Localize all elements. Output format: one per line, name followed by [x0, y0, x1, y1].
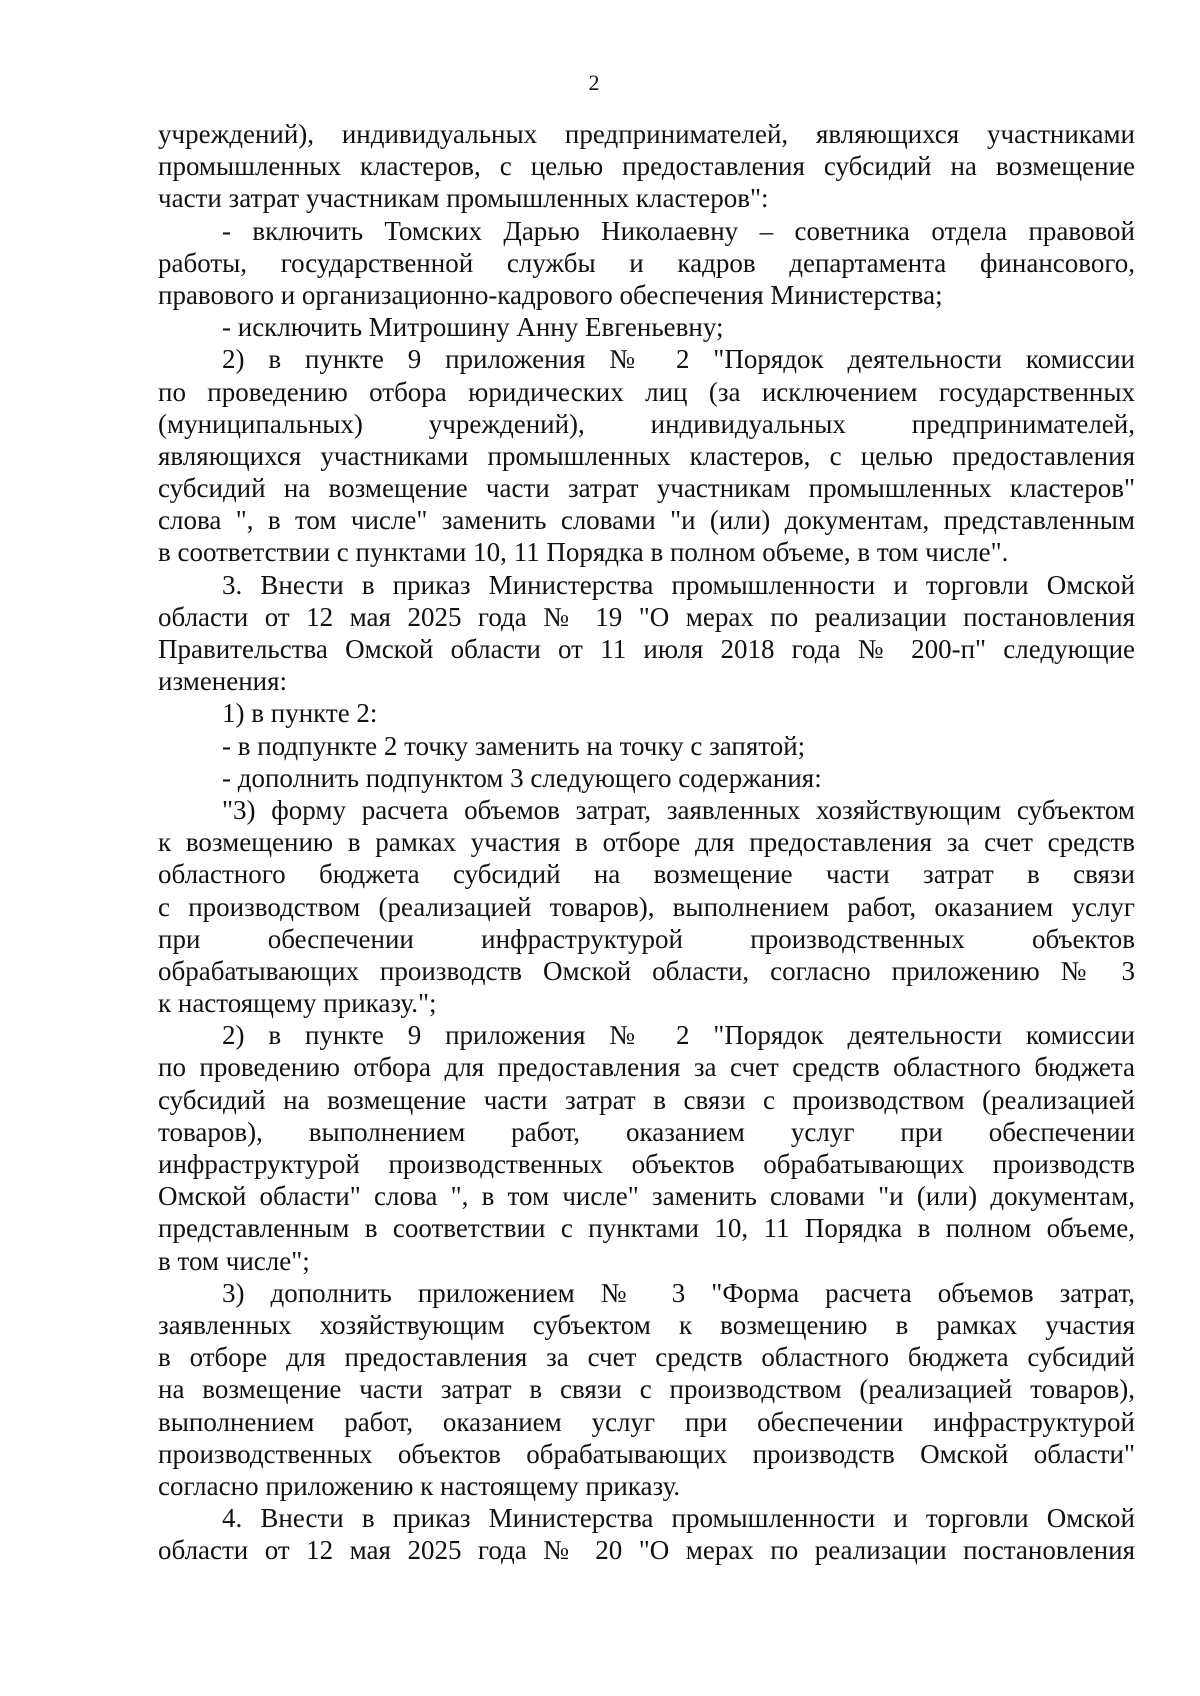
text-line: обрабатывающих производств Омской области, согласно приложению № 3 — [158, 955, 1135, 986]
text-line: части затрат участникам промышленных кластеров": — [158, 183, 769, 214]
text-line: по проведению отбора для предоставления за счет средств областного бюджета — [158, 1052, 1135, 1083]
text-line: на возмещение части затрат в связи с производством (реализацией товаров), — [158, 1374, 1135, 1405]
document-body — [158, 118, 1135, 1566]
text-line: 2) в пункте 9 приложения № 2 "Порядок деятельности комиссии — [222, 344, 1135, 375]
text-line: товаров), выполнением работ, оказанием услуг при обеспечении — [158, 1116, 1135, 1147]
text-line: с производством (реализацией товаров), выполнением работ, оказанием услуг — [158, 891, 1135, 922]
text-line: в отборе для предоставления за счет средств областного бюджета субсидий — [158, 1342, 1135, 1373]
text-line: в соответствии с пунктами 10, 11 Порядка в полном объеме, в том числе". — [158, 537, 1009, 568]
text-line: к настоящему приказу."; — [158, 988, 437, 1019]
text-line: - включить Томских Дарью Николаевну – советника отдела правовой — [222, 215, 1135, 246]
text-line: области от 12 мая 2025 года № 19 "О мерах по реализации постановления — [158, 601, 1135, 632]
text-line: слова ", в том числе" заменить словами "и (или) документам, представленным — [158, 505, 1135, 536]
page-number: 2 — [588, 70, 600, 95]
text-line: Правительства Омской области от 11 июля 2018 года № 200-п" следующие — [158, 634, 1135, 664]
text-line: 3. Внести в приказ Министерства промышленности и торговли Омской — [222, 569, 1135, 600]
text-line: к возмещению в рамках участия в отборе для предоставления за счет средств — [158, 827, 1135, 858]
text-line: правового и организационно-кадрового обеспечения Министерства; — [158, 279, 943, 310]
text-line: являющихся участниками промышленных кластеров, с целью предоставления — [158, 440, 1135, 471]
text-line: в том числе"; — [158, 1245, 310, 1276]
text-line: при обеспечении инфраструктурой производственных объектов — [158, 923, 1135, 954]
text-line: учреждений), индивидуальных предпринимателей, являющихся участниками — [158, 119, 1135, 149]
text-line: 3) дополнить приложением № 3 "Форма расчета объемов затрат, — [222, 1277, 1135, 1308]
text-line: - исключить Митрошину Анну Евгеньевну; — [222, 312, 724, 343]
text-line: (муниципальных) учреждений), индивидуальных предпринимателей, — [158, 408, 1135, 439]
text-line: работы, государственной службы и кадров департамента финансового, — [158, 247, 1135, 278]
text-line: Омской области" слова ", в том числе" заменить словами "и (или) документам, — [158, 1181, 1135, 1212]
text-line: областного бюджета субсидий на возмещение части затрат в связи — [158, 859, 1135, 890]
text-line: субсидий на возмещение части затрат участникам промышленных кластеров" — [158, 473, 1135, 504]
text-line: "3) форму расчета объемов затрат, заявленных хозяйствующим субъектом — [222, 794, 1135, 825]
text-line: выполнением работ, оказанием услуг при обеспечении инфраструктурой — [158, 1406, 1135, 1437]
text-line: субсидий на возмещение части затрат в связи с производством (реализацией — [158, 1084, 1135, 1115]
text-line: заявленных хозяйствующим субъектом к возмещению в рамках участия — [158, 1309, 1135, 1340]
text-line: - в подпункте 2 точку заменить на точку с запятой; — [222, 730, 806, 761]
text-line: инфраструктурой производственных объектов обрабатывающих производств — [158, 1149, 1135, 1179]
text-line: области от 12 мая 2025 года № 20 "О мерах по реализации постановления — [158, 1535, 1135, 1566]
text-line: производственных объектов обрабатывающих производств Омской области" — [158, 1438, 1135, 1469]
text-line: изменения: — [158, 666, 288, 697]
text-line: 4. Внести в приказ Министерства промышленности и торговли Омской — [222, 1503, 1135, 1534]
text-line: представленным в соответствии с пунктами 10, 11 Порядка в полном объеме, — [158, 1213, 1135, 1244]
text-line: - дополнить подпунктом 3 следующего содержания: — [222, 762, 822, 793]
text-line: согласно приложению к настоящему приказу. — [158, 1470, 681, 1501]
text-line: промышленных кластеров, с целью предоставления субсидий на возмещение — [158, 151, 1135, 182]
text-line: по проведению отбора юридических лиц (за исключением государственных — [158, 376, 1135, 407]
text-line: 2) в пункте 9 приложения № 2 "Порядок деятельности комиссии — [222, 1020, 1135, 1051]
text-line: 1) в пункте 2: — [222, 698, 378, 729]
